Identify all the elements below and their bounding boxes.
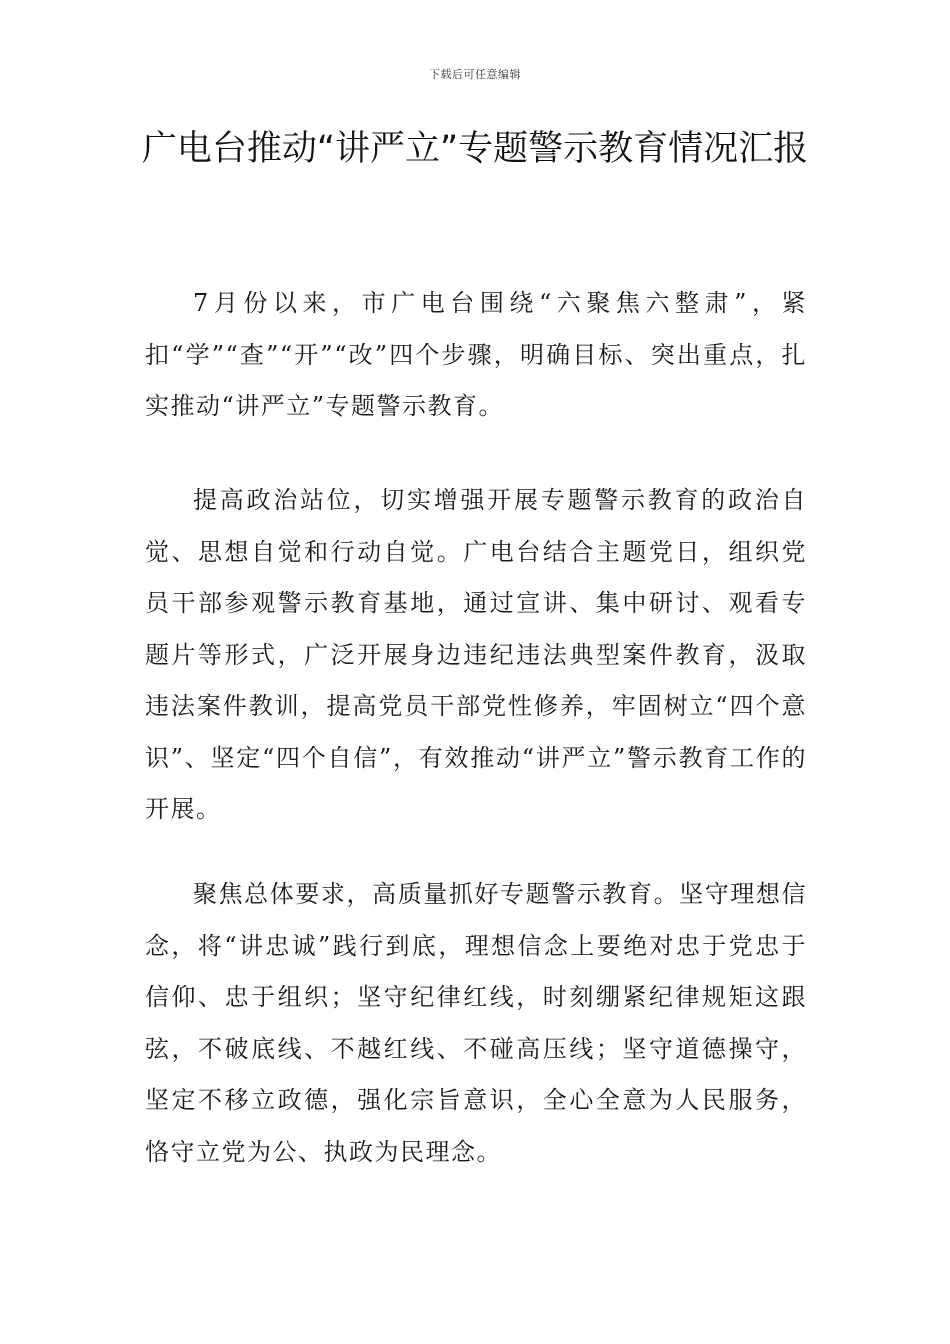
paragraph-3: 聚焦总体要求，高质量抓好专题警示教育。坚守理想信念，将“讲忠诚”践行到底，理想信念上要绝对忠于党忠于信仰、忠于组织；坚守纪律红线，时刻绷紧纪律规矩这跟弦，不破底线、不越红线、不碰高压线；坚守道德操守，坚定不移立政德，强化宗旨意识，全心全意为人民服务，恪守立党为公、执政为民理念。 xyxy=(145,880,807,1166)
paragraph-2: 提高政治站位，切实增强开展专题警示教育的政治自觉、思想自觉和行动自觉。广电台结合主题党日，组织党员干部参观警示教育基地，通过宣讲、集中研讨、观看专题片等形式，广泛开展身边违纪违法典型案件教育，汲取违法案件教训，提高党员干部党性修养，牢固树立“四个意识”、坚定“四个自信”，有效推动“讲严立”警示教育工作的开展。 xyxy=(145,486,807,823)
page-title: 广电台推动“讲严立”专题警示教育情况汇报 xyxy=(141,129,809,169)
paragraph-1: 7月份以来，市广电台围绕“六聚焦六整肃”，紧扣“学”“查”“开”“改”四个步骤，明确目标、突出重点，扎实推动“讲严立”专题警示教育。 xyxy=(145,289,807,420)
header-note: 下载后可任意编辑 xyxy=(429,68,521,81)
